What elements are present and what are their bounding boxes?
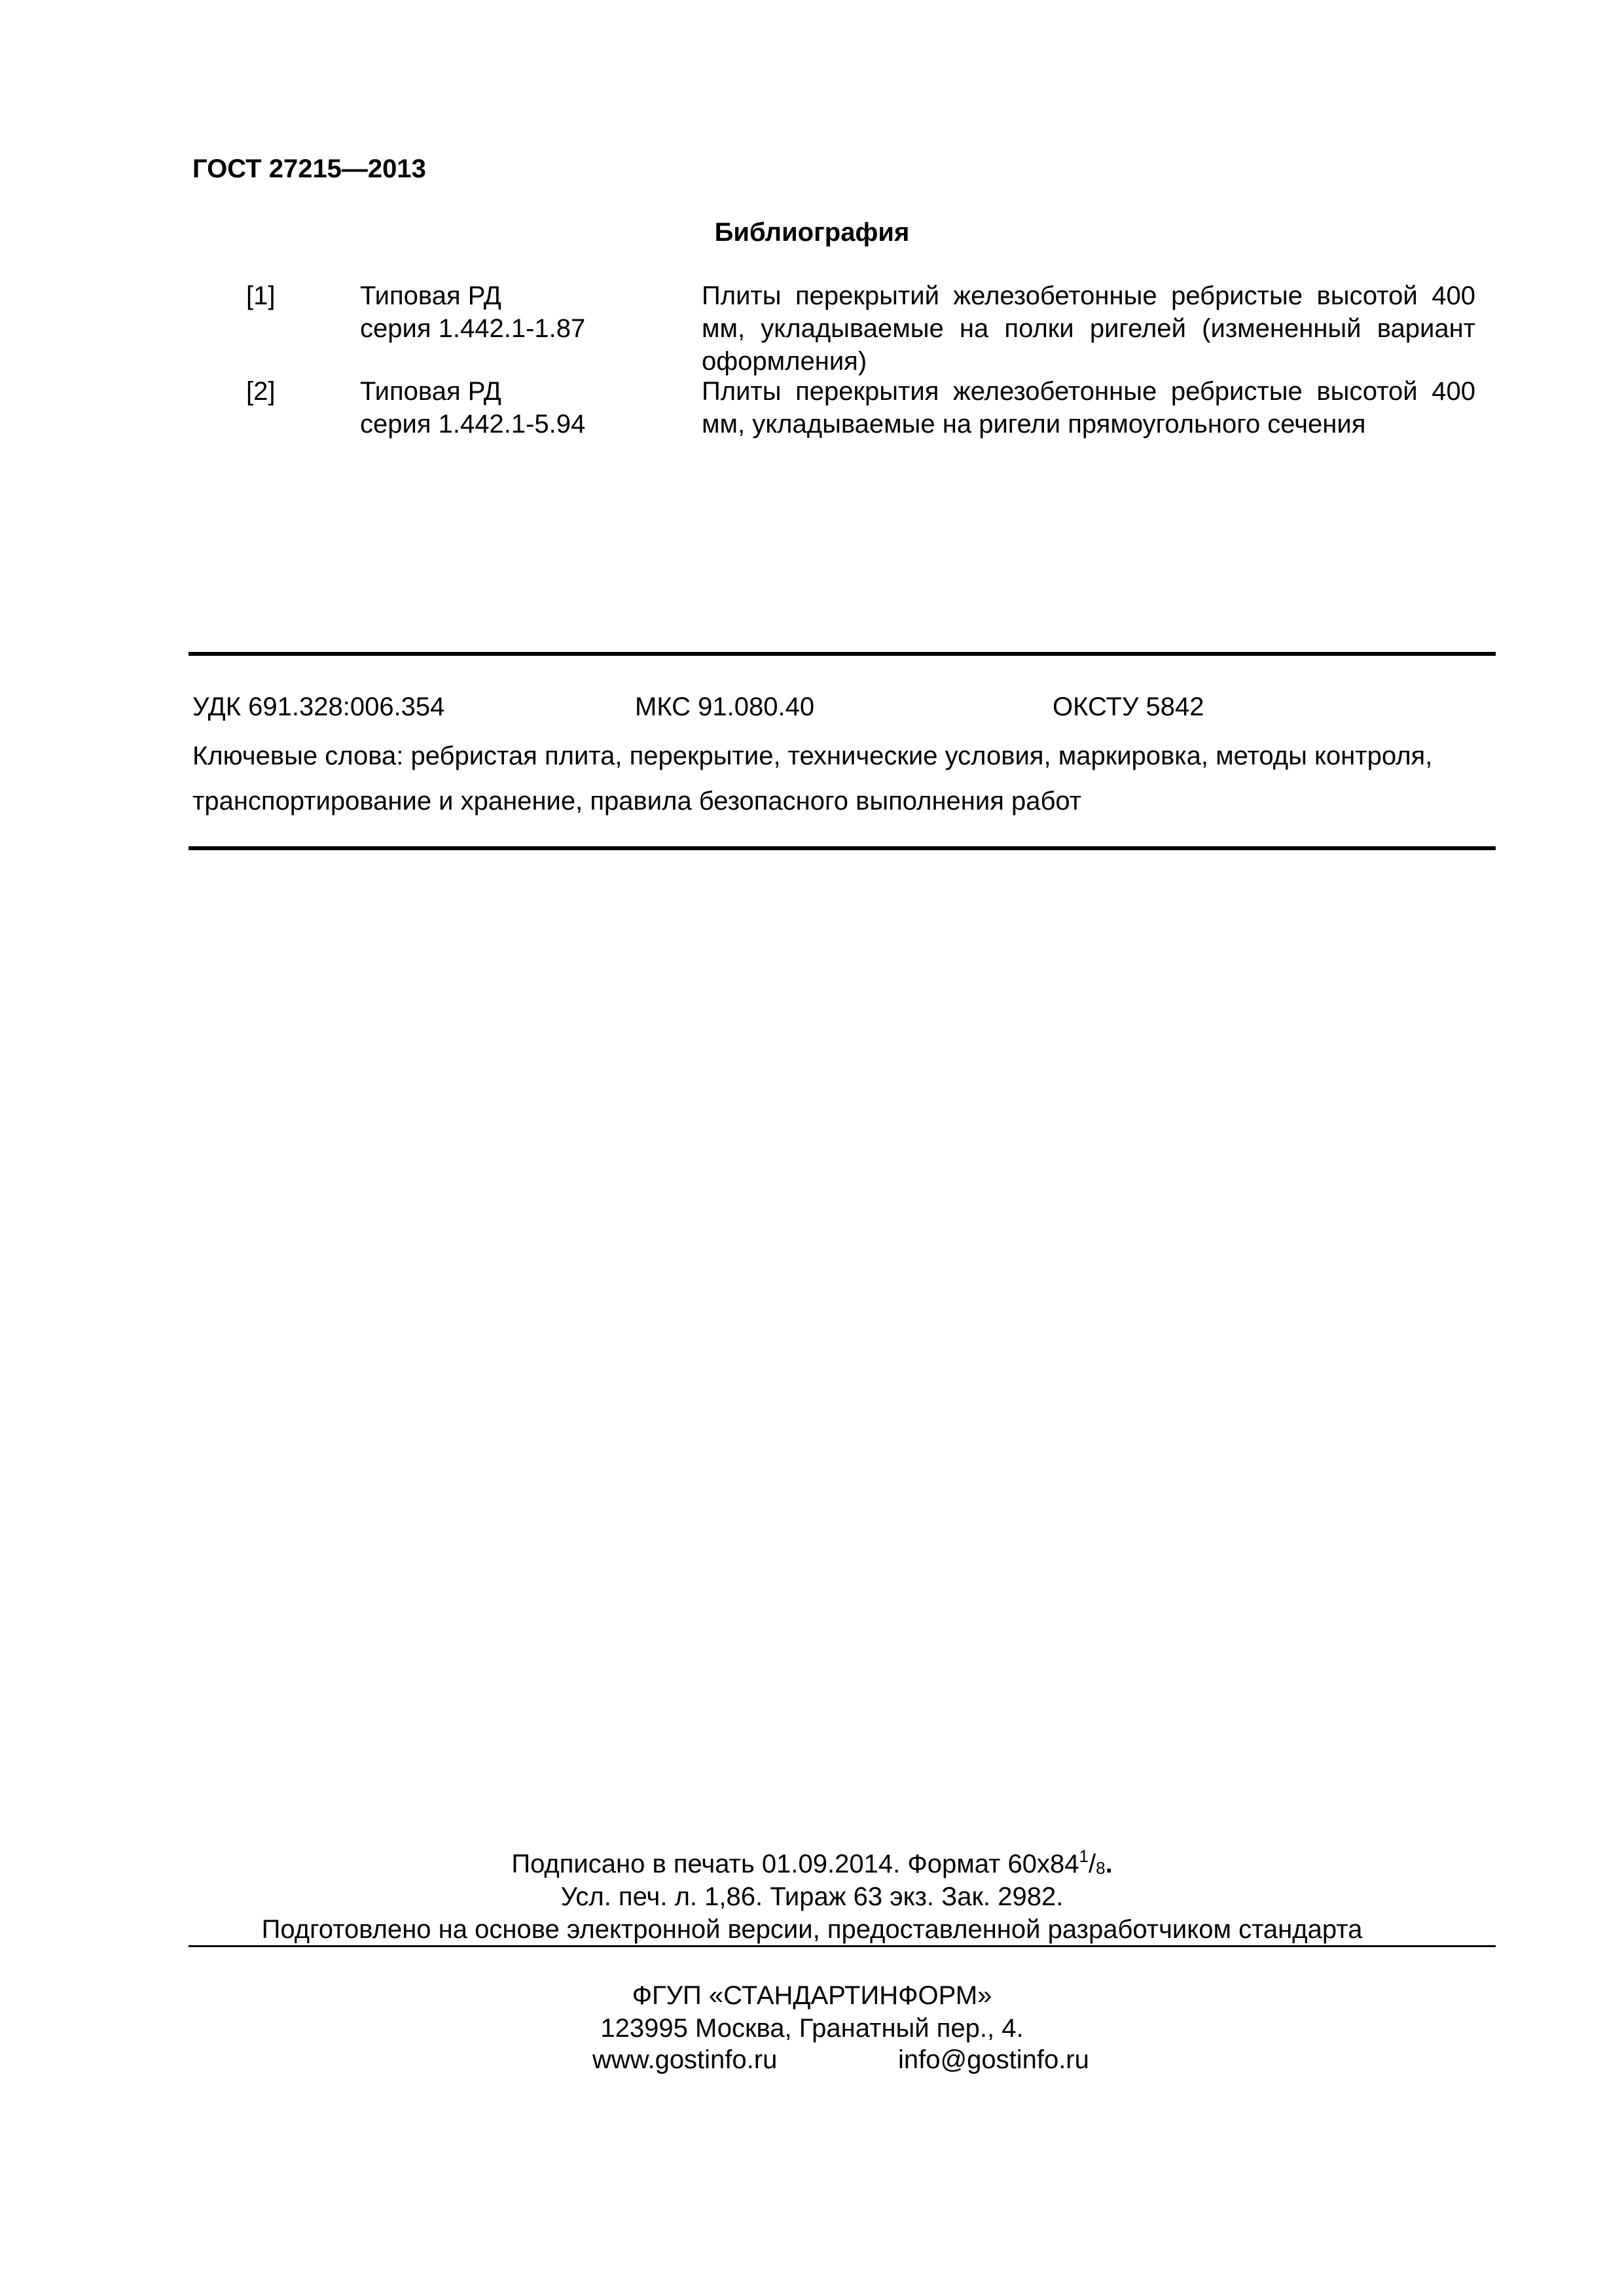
bibliography-entry-number: [2]: [246, 377, 276, 406]
top-divider: [189, 652, 1496, 656]
bibliography-entry-description-line: мм, укладываемые на полки ригелей (измененный вариант: [702, 314, 1475, 343]
bibliography-title: Библиография: [714, 218, 910, 247]
okstu-code: ОКСТУ 5842: [1053, 692, 1204, 721]
bibliography-entry-description: [702, 375, 1475, 440]
format-fraction-denominator: 8: [1096, 1858, 1106, 1878]
bibliography-entry-description-line: Плиты перекрытий железобетонные ребристые высотой 400: [702, 281, 1475, 310]
publisher-address: 123995 Москва, Гранатный пер., 4.: [600, 2014, 1024, 2043]
document-code: ГОСТ 27215—2013: [192, 154, 426, 183]
bibliography-entry-number: [1]: [246, 281, 276, 310]
keywords-line: Ключевые слова: ребристая плита, перекрытие, технические условия, маркировка, методы контроля,: [192, 742, 1433, 770]
format-end-mark: .: [1105, 1850, 1113, 1878]
bibliography-entry-description-line: Плиты перекрытия железобетонные ребристые высотой 400: [702, 377, 1475, 406]
bibliography-entry-description-line: оформления): [702, 347, 867, 376]
signed-for-print: [0, 1846, 1624, 1879]
keywords-line: транспортирование и хранение, правила безопасного выполнения работ: [192, 787, 1082, 816]
publisher-name: ФГУП «СТАНДАРТИНФОРМ»: [632, 1981, 992, 2010]
signed-for-print-text: Подписано в печать 01.09.2014. Формат 60х84: [511, 1850, 1079, 1878]
mks-code: МКС 91.080.40: [635, 692, 815, 721]
format-fraction-slash: /: [1088, 1850, 1096, 1878]
imprint-divider: [189, 1945, 1496, 1947]
bibliography-entry-description: [702, 279, 1475, 378]
bibliography-entry-source-line: серия 1.442.1-1.87: [360, 314, 586, 343]
udk-code: УДК 691.328:006.354: [192, 692, 445, 721]
format-fraction-numerator: 1: [1079, 1846, 1089, 1866]
prepared-note: Подготовлено на основе электронной версии, предоставленной разработчиком стандарта: [261, 1915, 1363, 1944]
bibliography-entry-source-line: серия 1.442.1-5.94: [360, 410, 586, 439]
bibliography-entry-source-line: Типовая РД: [360, 281, 501, 310]
publisher-website[interactable]: www.gostinfo.ru: [592, 2045, 778, 2074]
publisher-email[interactable]: info@gostinfo.ru: [898, 2045, 1089, 2074]
print-info: Усл. печ. л. 1,86. Тираж 63 экз. Зак. 2982.: [560, 1882, 1064, 1911]
bibliography-entry-description-line: мм, укладываемые на ригели прямоугольного сечения: [702, 410, 1366, 439]
bottom-divider: [189, 846, 1496, 850]
bibliography-entry-source: [360, 279, 585, 345]
bibliography-entry-source-line: Типовая РД: [360, 377, 501, 406]
bibliography-entry-source: [360, 375, 585, 440]
